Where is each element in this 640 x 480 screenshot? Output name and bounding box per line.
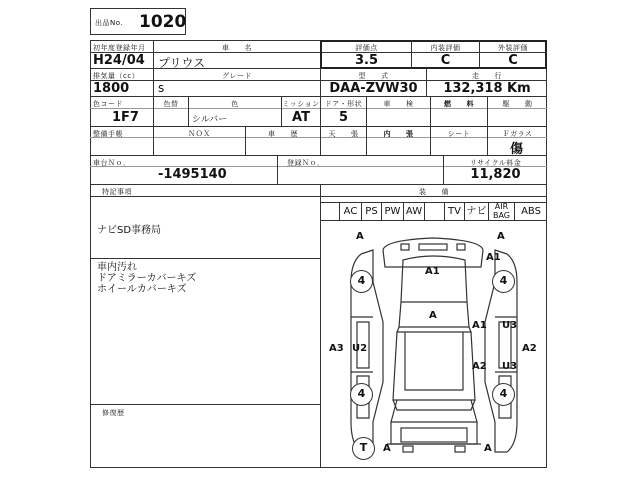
score: 3.5: [354, 53, 379, 68]
tire-front-left: 4: [350, 270, 373, 293]
equipment-label: 装 備: [419, 188, 449, 196]
spare-tire: T: [352, 437, 375, 460]
mark-front-left: A: [356, 231, 364, 242]
equip-tv: TV: [445, 202, 465, 221]
exterior-score: C: [508, 53, 518, 68]
equip-airbag: AIR BAG: [489, 202, 515, 221]
mark-door-left: A3: [329, 343, 344, 354]
equip-aw: AW: [404, 202, 425, 221]
interior-label: 内装評価: [430, 44, 461, 52]
reg-year-label: 初年度登録年月: [93, 44, 146, 52]
tire-front-right: 4: [492, 270, 515, 293]
mark-hood: A1: [425, 266, 440, 277]
model-name: プリウス: [158, 56, 206, 70]
color-code-label: 色コード: [93, 100, 123, 108]
glass-label: Ｆガラス: [502, 130, 533, 138]
interior-trim-label: 内 張: [383, 130, 414, 138]
recycle-label: リサイクル料金: [469, 159, 522, 167]
sunroof-label: 天 張: [328, 130, 359, 138]
tire-rear-left: 4: [350, 383, 373, 406]
nox-label: ＮＯＸ: [188, 130, 211, 138]
seat-label: シート: [447, 130, 471, 138]
special-note-3: ホイールカバーキズ: [97, 284, 187, 295]
equip-blank-2: [425, 202, 445, 221]
model-code-label: 型 式: [358, 72, 389, 80]
grade-label: グレード: [222, 72, 252, 80]
special-note-2: ドアミラーカバーキズ: [97, 273, 197, 284]
chassis-label: 車台Ｎｏ．: [93, 159, 131, 167]
inspection-label: 車 検: [383, 100, 414, 108]
glass-value: 傷: [510, 142, 524, 157]
equip-navi: ナビ: [465, 202, 489, 221]
special-note-1: 車内汚れ: [97, 262, 137, 273]
mark-fender-right: A1: [486, 252, 501, 263]
mark-door-rear-right-u: U3: [502, 361, 518, 372]
history-label: 車 歴: [268, 130, 298, 138]
mark-roof: A: [429, 310, 437, 321]
mileage: 132,318 Km: [443, 81, 531, 96]
fuel-label: 燃 料: [444, 100, 474, 108]
interior-score: C: [440, 53, 451, 68]
doors: 5: [338, 110, 349, 125]
mark-door-front-right-u: U3: [502, 320, 518, 331]
mark-door-left-u: U2: [352, 343, 368, 354]
grade: s: [158, 81, 165, 95]
color-type-label: 色替: [163, 100, 179, 108]
mark-rear-right: A: [484, 443, 492, 454]
recycle-fee: 11,820: [470, 167, 521, 182]
mark-front-right: A: [497, 231, 505, 242]
lot-number-label: 出品No.: [95, 19, 124, 27]
transmission-label: ミッション: [282, 100, 320, 108]
displacement-label: 排気量（cc）: [93, 72, 140, 80]
displacement: 1800: [93, 81, 130, 96]
mark-door-rear-right: A2: [472, 361, 487, 372]
equip-ps: PS: [362, 202, 382, 221]
mark-rear-left: A: [383, 443, 391, 454]
doors-label: ドア・形状: [324, 100, 363, 108]
lot-number: 1020: [139, 12, 187, 32]
drive-label: 駆 動: [502, 100, 533, 108]
equip-abs: ABS: [521, 206, 541, 217]
registration-label: 登録Ｎｏ．: [287, 159, 325, 167]
manual-label: 整備手帳: [93, 130, 123, 138]
score-label: 評価点: [355, 44, 378, 52]
transmission: AT: [292, 110, 310, 125]
color-label: 色: [231, 100, 239, 108]
color-code: 1F7: [112, 110, 139, 125]
equip-pw: PW: [382, 202, 404, 221]
reg-year: H24/04: [93, 53, 145, 68]
model-name-label: 車 名: [222, 44, 252, 52]
model-code: DAA-ZVW30: [329, 81, 418, 96]
color: シルバー: [192, 115, 228, 125]
lot-number-box: [90, 8, 186, 35]
special-note-nav: ナビSD事務局: [97, 225, 162, 236]
mark-door-right-side: A2: [522, 343, 537, 354]
mileage-label: 走 行: [472, 72, 502, 80]
equip-ac: AC: [340, 202, 362, 221]
special-notes-label: 特記事項: [102, 188, 132, 196]
mark-door-front-right: A1: [472, 320, 487, 331]
chassis-number: -1495140: [158, 167, 227, 182]
repair-history-label: 修復歴: [102, 409, 125, 417]
exterior-label: 外装評価: [498, 44, 528, 52]
equip-blank: [320, 202, 340, 221]
tire-rear-right: 4: [492, 383, 515, 406]
